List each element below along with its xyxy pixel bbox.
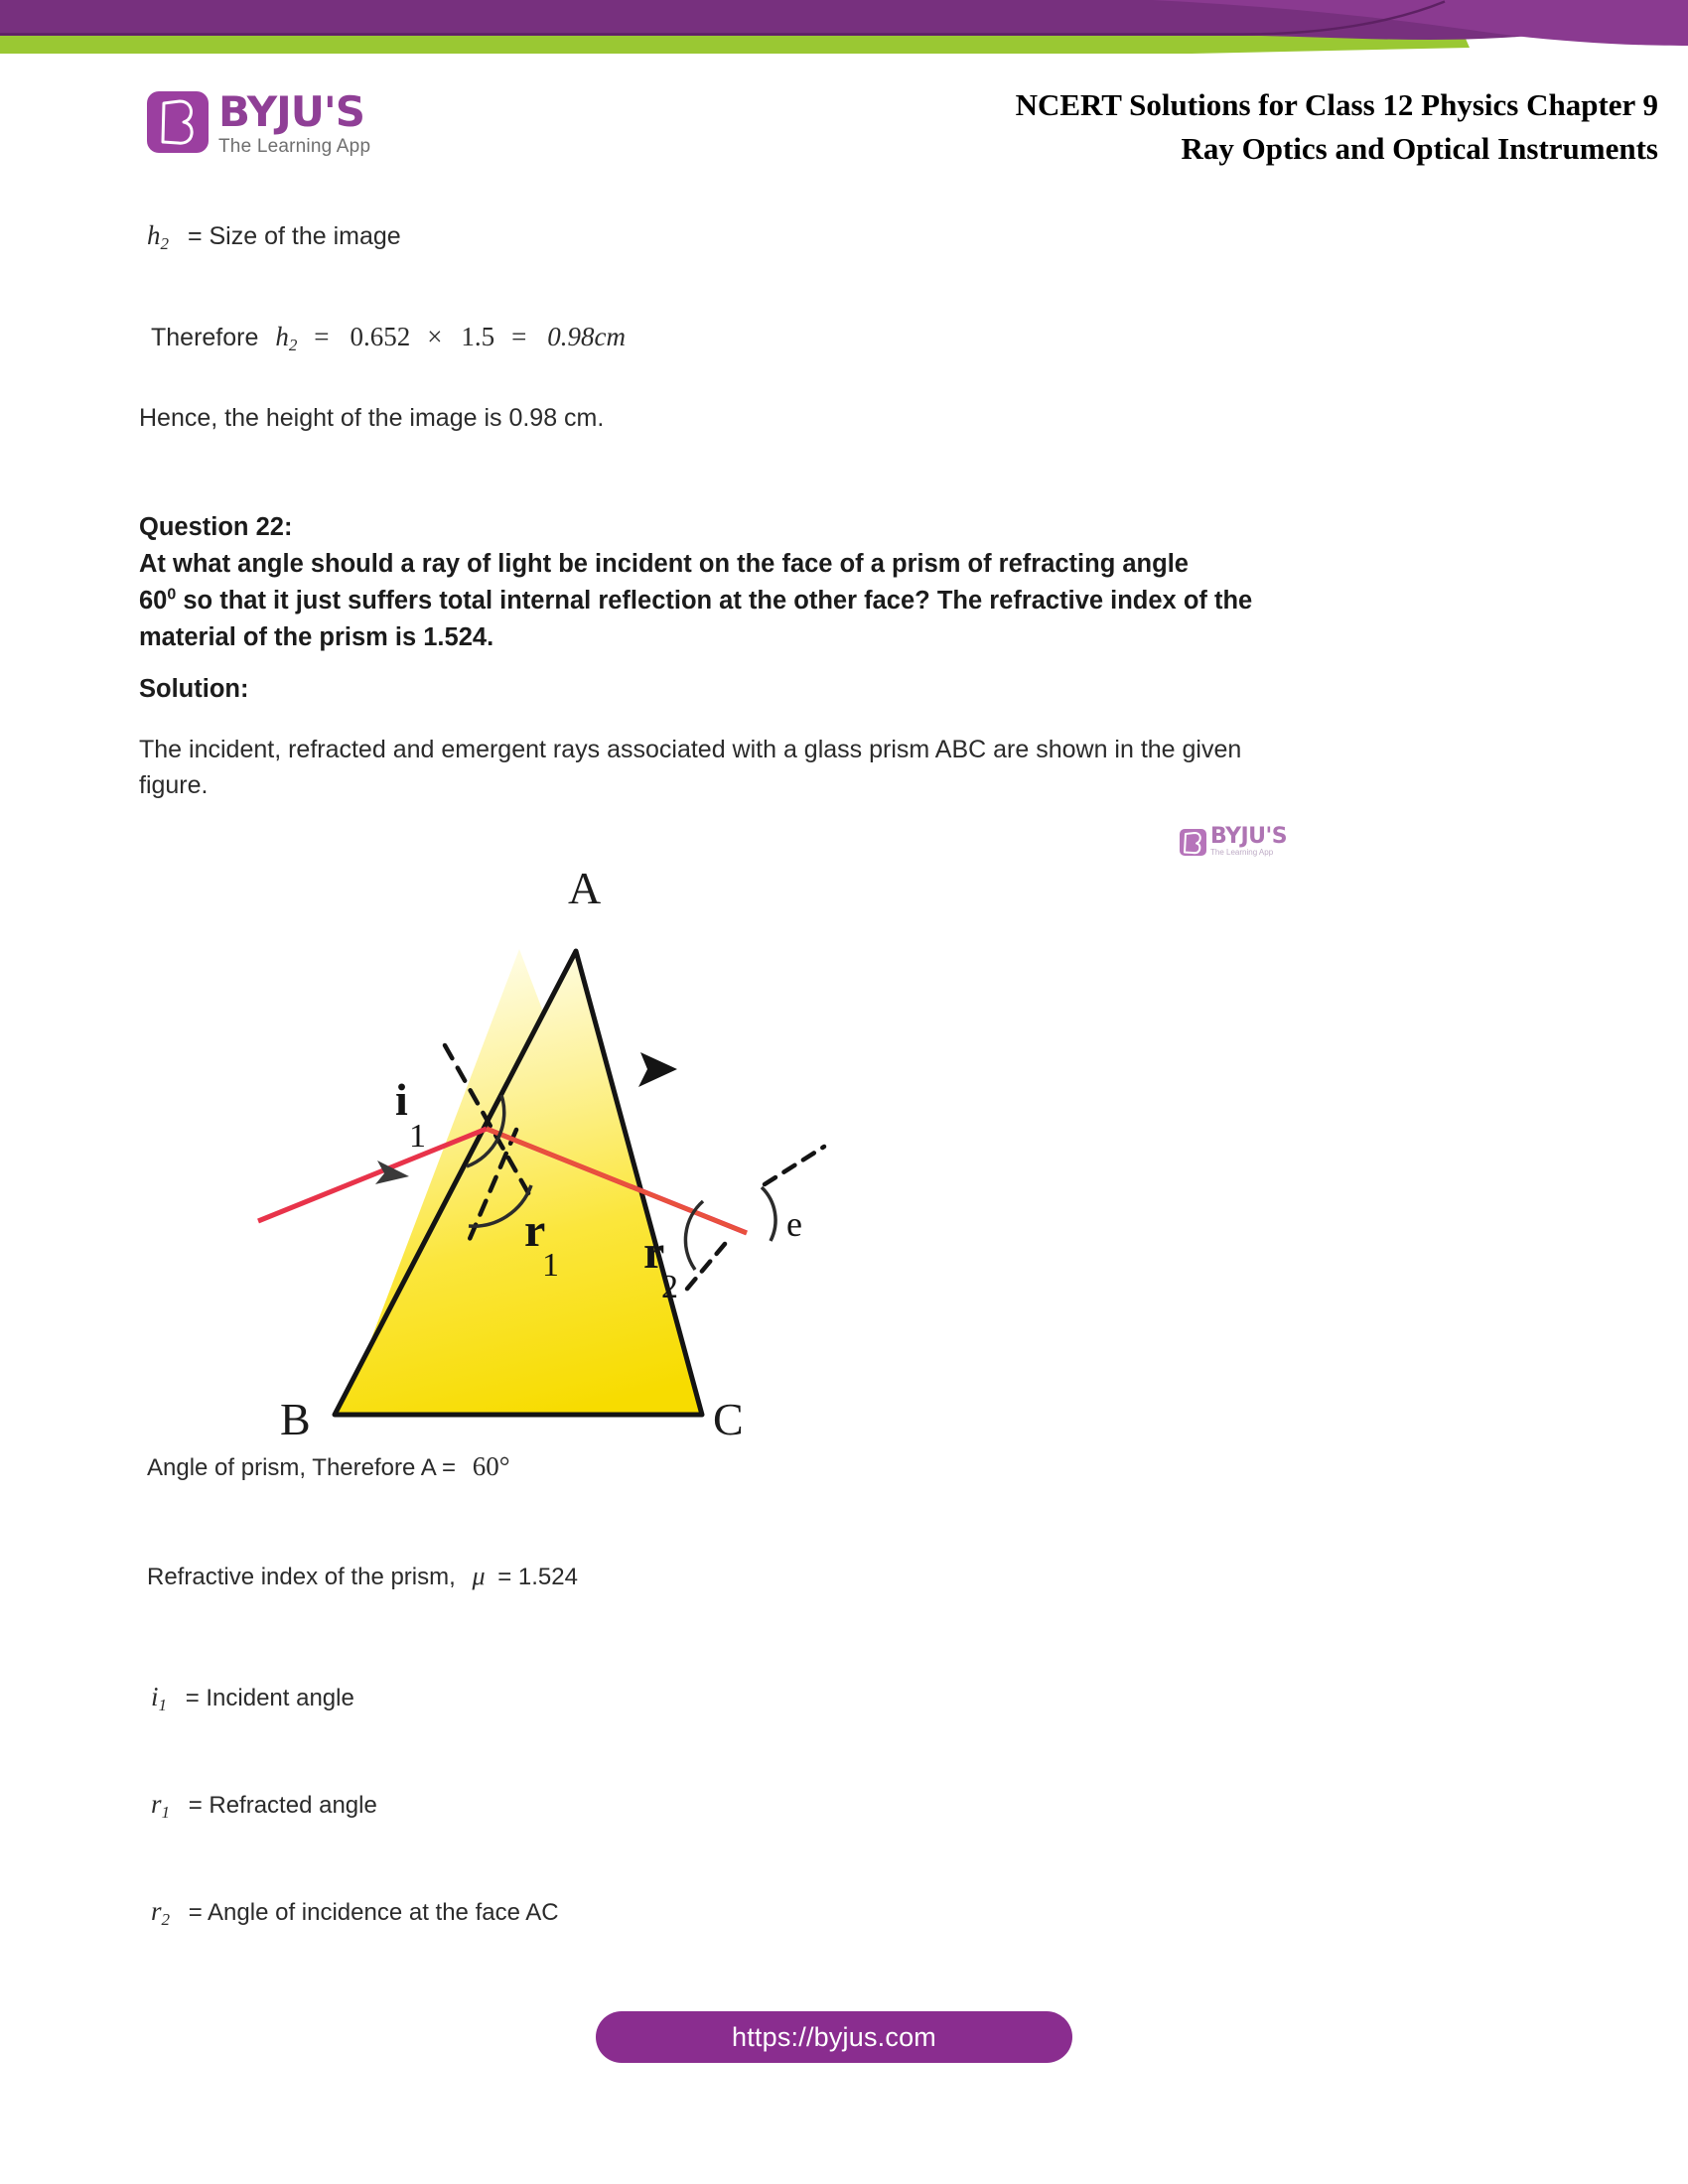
vertex-label-B: B [280,1394,311,1444]
refractive-index-text: Refractive index of the prism, [147,1564,456,1590]
definition-i1 [151,1682,354,1715]
therefore-value-1: 0.652 [350,322,411,351]
angle-label-i1-subscript: 1 [409,1118,426,1155]
question-line-2 [139,583,1460,619]
h2-definition-line [147,220,401,254]
face-direction-arrow [638,1052,677,1087]
therefore-h-subscript: 2 [288,336,298,354]
angle-label-i1 [395,1074,426,1155]
angle-label-r1-subscript: 1 [542,1247,559,1284]
document-title-line1: NCERT Solutions for Class 12 Physics Chapter 9 [1015,87,1658,122]
angle-label-r2-symbol: r [643,1226,665,1279]
angle-of-prism-degree: ° [498,1451,510,1481]
r1-text: = Refracted angle [188,1792,377,1819]
h2-definition-text: = Size of the image [187,222,401,250]
therefore-times: × [427,322,443,351]
solution-label: Solution: [139,675,249,703]
figure-watermark-b-icon [1180,829,1206,856]
top-banner [0,0,1688,60]
document-title-line2: Ray Optics and Optical Instruments [1181,131,1658,167]
question-angle-value: 60 [139,586,168,614]
solution-text-line-1: The incident, refracted and emergent rays associated with a glass prism ABC are shown in the given [139,736,1242,763]
document-title [1016,83,1658,171]
angle-of-prism-line [147,1451,510,1482]
r1-subscript: 1 [161,1803,171,1822]
hence-line: Hence, the height of the image is 0.98 cm. [139,404,605,432]
byjus-logo-badge [147,91,209,153]
figure-watermark-tagline: The Learning App [1210,848,1274,857]
h2-symbol: h [147,220,161,250]
page-header [0,77,1688,187]
therefore-equals-1: = [314,322,330,351]
i1-text: = Incident angle [185,1685,354,1711]
angle-label-e: e [786,1204,802,1244]
normal-dashed-exit-inner [683,1244,725,1294]
solution-text-line-2: figure. [139,771,209,799]
normal-dashed-exit-outer [765,1147,824,1184]
footer-url-text: https://byjus.com [732,2021,936,2052]
question-label: Question 22: [139,513,293,541]
r2-symbol: r [151,1896,162,1926]
definition-r2 [151,1896,559,1930]
question-line-3: material of the prism is 1.524. [139,622,494,651]
angle-label-i1-symbol: i [395,1074,408,1125]
h2-subscript: 2 [160,234,169,253]
therefore-h-symbol: h [275,322,289,351]
byjus-logo [147,87,371,158]
question-line-2-rest: so that it just suffers total internal reflection at the other face? The refractive index of the [176,586,1253,614]
angle-label-r1-symbol: r [524,1204,546,1257]
byjus-b-icon [158,99,198,145]
therefore-prefix: Therefore [151,324,259,351]
i1-symbol: i [151,1682,159,1711]
therefore-result: 0.98cm [547,322,626,351]
angle-of-prism-text: Angle of prism, Therefore A = [147,1454,457,1481]
definition-r1 [151,1789,377,1823]
refractive-index-line [147,1562,578,1591]
prism-diagram [280,849,1082,1444]
figure-watermark [1180,826,1287,858]
question-angle-degree: 0 [167,586,177,604]
refractive-index-value: = 1.524 [497,1564,578,1590]
r2-text: = Angle of incidence at the face AC [188,1899,559,1926]
vertex-label-C: C [713,1394,744,1444]
angle-label-r2-subscript: 2 [661,1269,678,1305]
angle-of-prism-value: 60 [472,1451,499,1481]
figure-watermark-badge [1180,829,1206,856]
r2-subscript: 2 [161,1910,171,1929]
question-line-1: At what angle should a ray of light be incident on the face of a prism of refracting angle [139,549,1189,578]
mu-symbol: μ [472,1562,486,1590]
byjus-logo-word: BYJU'S [218,87,364,136]
footer-url-button[interactable] [596,2011,1072,2063]
angle-arc-e [762,1187,775,1241]
figure-watermark-word: BYJU'S [1210,824,1288,849]
i1-subscript: 1 [158,1696,168,1714]
r1-symbol: r [151,1789,162,1819]
therefore-equation-line [151,322,626,355]
vertex-label-A: A [568,863,602,913]
therefore-equals-2: = [511,322,527,351]
byjus-logo-tagline: The Learning App [218,136,371,157]
question-block [139,509,1460,656]
therefore-value-2: 1.5 [461,322,495,351]
